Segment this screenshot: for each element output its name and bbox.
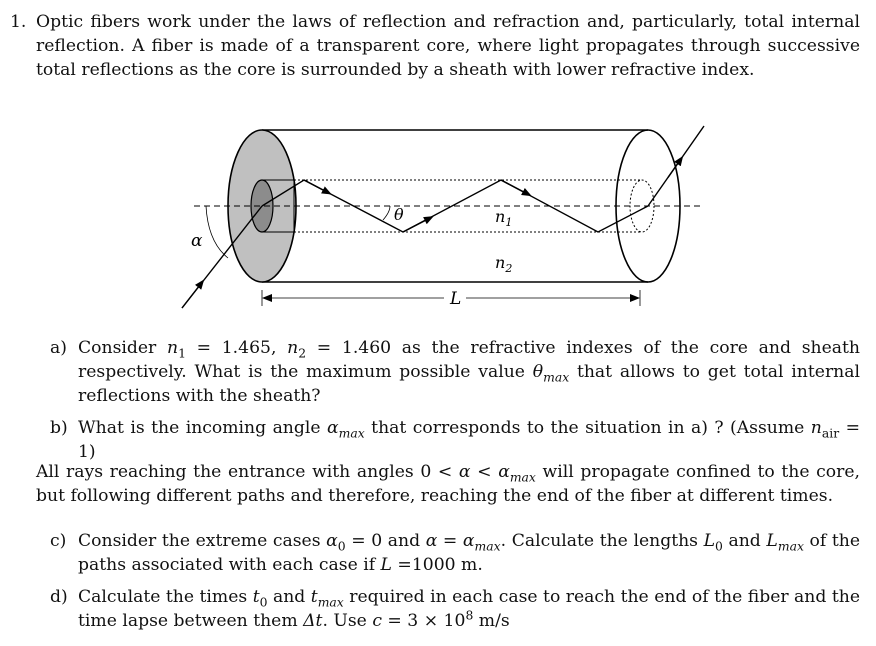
problem-number: 1.: [10, 12, 27, 32]
math-sub: 0: [259, 595, 268, 610]
math: α: [462, 531, 475, 551]
math-sub: max: [509, 470, 536, 485]
math-sub: max: [543, 370, 570, 385]
text: will propagate confined to the core, but following different paths and therefore, reaching the end of the fiber at different times.: [36, 462, 861, 506]
theta-label: θ: [394, 205, 404, 224]
question-d: [50, 585, 860, 633]
math-sub: 1: [178, 346, 186, 361]
text: m/s: [473, 611, 510, 631]
n2-label: $n_2$: [495, 253, 513, 275]
math: L: [766, 531, 778, 551]
text: that corresponds to the situation in a) ? (Assume: [364, 418, 811, 438]
incoming-ray-arrow: [182, 281, 203, 308]
text: Consider the extreme cases: [78, 531, 327, 551]
text: <: [470, 462, 499, 482]
text: of the paths associated with each case if: [78, 531, 860, 575]
math-sub: max: [777, 539, 804, 554]
n1-label: $n_1$: [495, 207, 513, 229]
text: = 3 × 10: [381, 611, 466, 631]
question-c-label: c): [50, 531, 67, 551]
math-sub: air: [821, 426, 840, 441]
text: All rays reaching the entrance with angles 0 <: [36, 462, 459, 482]
math: t: [310, 587, 318, 607]
question-c: [50, 529, 860, 577]
question-a-label: a): [50, 338, 67, 358]
math: α: [498, 462, 510, 482]
text: required in each case to reach the end of the fiber and the time lapse between them: [78, 587, 860, 631]
math-sub: 0: [715, 539, 723, 554]
question-b-label: b): [50, 418, 68, 438]
core-end-ellipse: [630, 180, 654, 232]
text: that allows to get total internal reflections with the sheath?: [78, 362, 860, 406]
text: = 1.465,: [185, 338, 288, 358]
text: . Use: [322, 611, 373, 631]
math-sub: 0: [337, 539, 346, 554]
math-sub: max: [338, 426, 365, 441]
text: Consider: [78, 338, 167, 358]
problem-intro: [10, 10, 860, 82]
alpha-label: α: [191, 231, 203, 251]
math-sub: max: [317, 595, 344, 610]
text: . Calculate the lengths: [500, 531, 704, 551]
math-sub: 2: [298, 346, 307, 361]
text: = 1): [78, 418, 860, 462]
question-b: [50, 416, 860, 464]
text: What is the incoming angle: [78, 418, 328, 438]
between-paragraph: [36, 460, 860, 508]
math: θ: [532, 362, 544, 382]
question-a: [50, 336, 860, 408]
theta-arc: [383, 206, 390, 220]
math-sub: max: [474, 539, 501, 554]
length-label: L: [450, 289, 462, 309]
math: L: [703, 531, 716, 551]
math: α: [326, 531, 338, 551]
intro-text: Optic fibers work under the laws of reflection and refraction and, particularly, total internal reflection. A fiber is made of a transparent core, where light propagates through successive total reflections as the core is surrounded by a sheath with lower refractive index.: [36, 12, 860, 80]
text: and: [267, 587, 311, 607]
zigzag-arrow-1: [304, 180, 330, 194]
math: n: [287, 338, 299, 358]
math: Δt: [303, 611, 323, 631]
math: n: [810, 418, 822, 438]
outgoing-ray-arrow: [668, 158, 682, 178]
text: and: [722, 531, 767, 551]
optic-fiber-figure: [170, 118, 710, 318]
text: =1000 m.: [391, 555, 483, 575]
math: α: [425, 531, 438, 551]
math: n: [166, 338, 179, 358]
math: α: [327, 418, 339, 438]
text: = 0 and: [345, 531, 426, 551]
zigzag-arrow-3: [501, 180, 530, 195]
math: L: [380, 555, 392, 575]
math: c: [372, 611, 382, 631]
text: Calculate the times: [78, 587, 253, 607]
text: = 1.460 as the refractive indexes of the core and sheath respectively. What is the maximum possible value: [78, 338, 860, 382]
zigzag-arrow-2: [403, 217, 432, 232]
math: t: [252, 587, 260, 607]
alpha-arc: [206, 206, 228, 258]
math: α: [458, 462, 471, 482]
text: =: [437, 531, 463, 551]
math-sup: 8: [465, 608, 474, 623]
question-d-label: d): [50, 587, 68, 607]
